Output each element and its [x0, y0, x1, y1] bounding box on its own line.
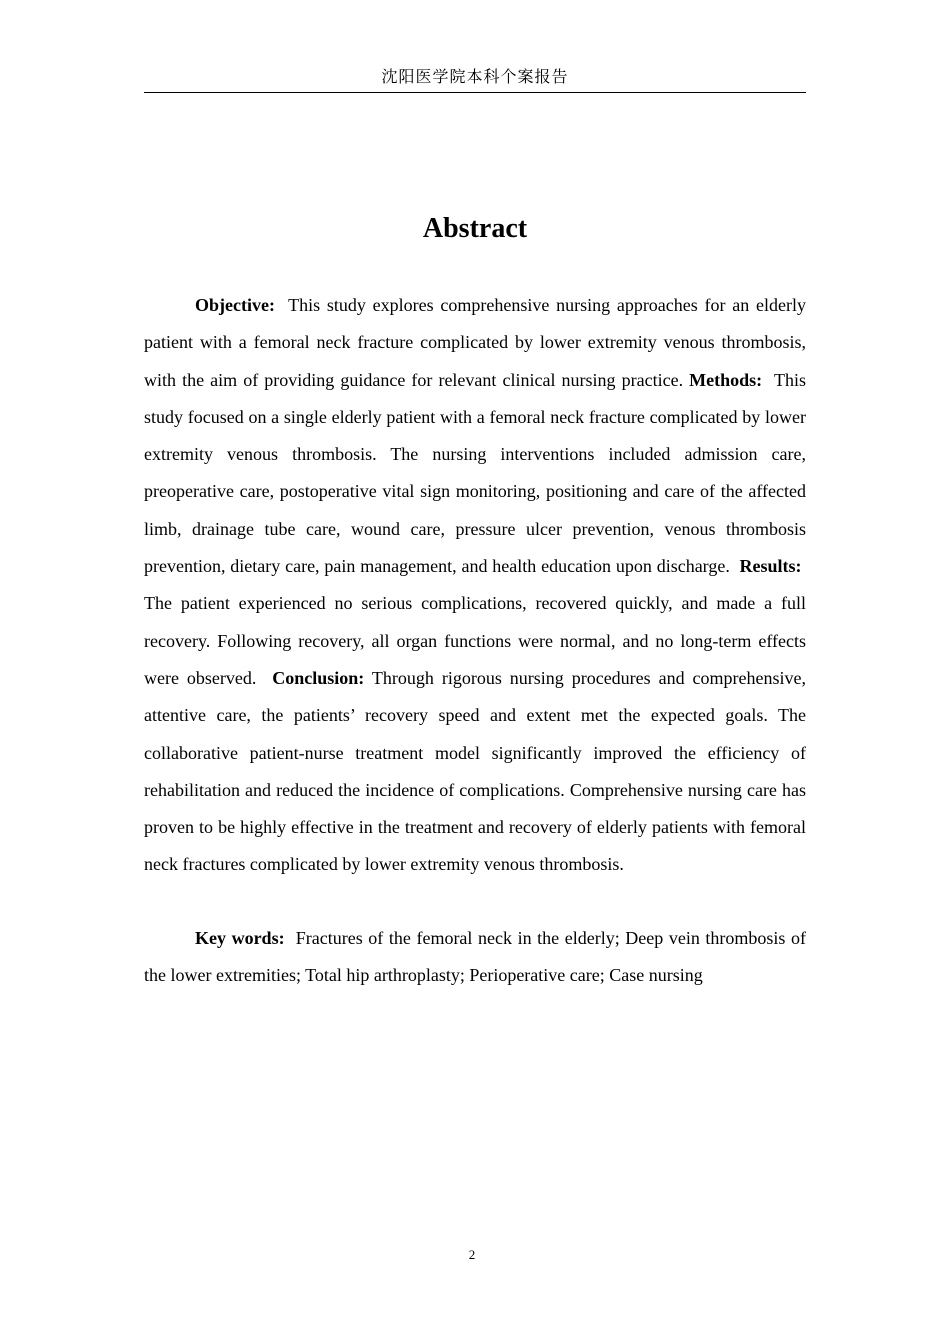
page-header — [144, 66, 806, 93]
page-number: 2 — [468, 1247, 476, 1262]
results-text: The patient experienced no serious complications, recovered quickly, and made a full recovery. Following recovery, all organ functions were normal, and no long-term effects were observed. — [144, 593, 806, 688]
running-title: 沈阳医学院本科个案报告 — [381, 67, 569, 86]
keywords-text: Fractures of the femoral neck in the elderly; Deep vein thrombosis of the lower extremities; Total hip arthroplasty; Perioperative care; Case nursing — [144, 928, 806, 986]
abstract-paragraph — [144, 287, 806, 884]
conclusion-label: Conclusion: — [272, 667, 365, 688]
abstract-title: Abstract — [422, 213, 528, 244]
keywords-label: Key words: — [195, 928, 285, 948]
methods-text: This study focused on a single elderly patient with a femoral neck fracture complicated by lower extremity venous thrombosis. The nursing interventions included admission care, preoperative care, postoperative vital sign monitoring, positioning and care of the affected limb, drainage tube care, wound care, pressure ulcer prevention, venous thrombosis prevention, dietary care, pain management, and health education upon discharge. — [144, 369, 806, 577]
methods-label: Methods: — [689, 369, 763, 390]
objective-label: Objective: — [195, 295, 275, 315]
objective-text: This study explores comprehensive nursing approaches for an elderly patient with a femoral neck fracture complicated by lower extremity venous thrombosis, with the aim of providing guidance for relevant clinical nursing practice. — [144, 295, 806, 390]
conclusion-text: Through rigorous nursing procedures and comprehensive, attentive care, the patients’ recovery speed and extent met the expected goals. The collaborative patient-nurse treatment model significantly improved the efficiency of rehabilitation and reduced the incidence of complications. Comprehensive nursing care has proven to be highly effective in the treatment and recovery of elderly patients with femoral neck fractures complicated by lower extremity venous thrombosis. — [144, 667, 806, 875]
keywords-paragraph — [144, 920, 806, 995]
results-label: Results: — [739, 556, 802, 577]
